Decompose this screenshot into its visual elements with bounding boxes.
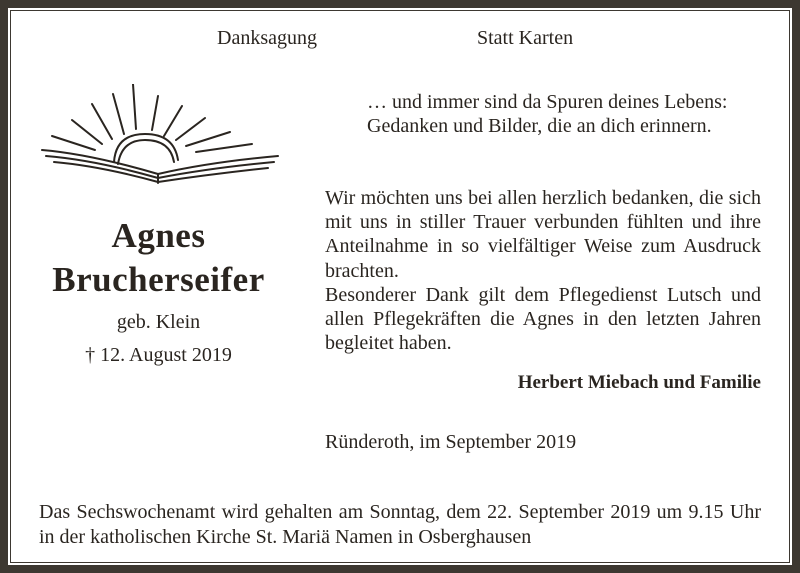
place-and-date: Ründeroth, im September 2019 — [325, 431, 577, 453]
deceased-last-name: Brucherseifer — [52, 260, 265, 299]
message-paragraph-1: Wir möchten uns bei allen herzlich bedanken, die sich mit uns in stiller Trauer verbunden fühlten und ihre Anteilnahme in so vielfältiger Weise zum Ausdruck brachten. — [325, 187, 761, 282]
signature: Herbert Miebach und Familie — [517, 372, 761, 393]
quote-line-2: Gedanken und Bilder, die an dich erinnern. — [367, 115, 712, 137]
deceased-first-name: Agnes — [111, 216, 206, 255]
quote-line-1: … und immer sind da Spuren deines Lebens: — [367, 91, 728, 113]
quote — [367, 90, 728, 138]
thank-you-message — [325, 186, 761, 355]
message-paragraph-2: Besonderer Dank gilt dem Pflegedienst Lutsch und allen Pflegekräften die Agnes in den letzten Jahren begleitet haben. — [325, 283, 761, 355]
header-statt-karten: Statt Karten — [477, 27, 574, 49]
mass-notice: Das Sechswochenamt wird gehalten am Sonntag, dem 22. September 2019 um 9.15 Uhr in der katholischen Kirche St. Mariä Namen in Osberghausen — [39, 501, 761, 548]
deceased-maiden-name: geb. Klein — [116, 311, 201, 333]
deceased-death-date: † 12. August 2019 — [85, 344, 232, 366]
header-danksagung: Danksagung — [217, 27, 317, 49]
rising-sun-icon — [40, 84, 280, 184]
